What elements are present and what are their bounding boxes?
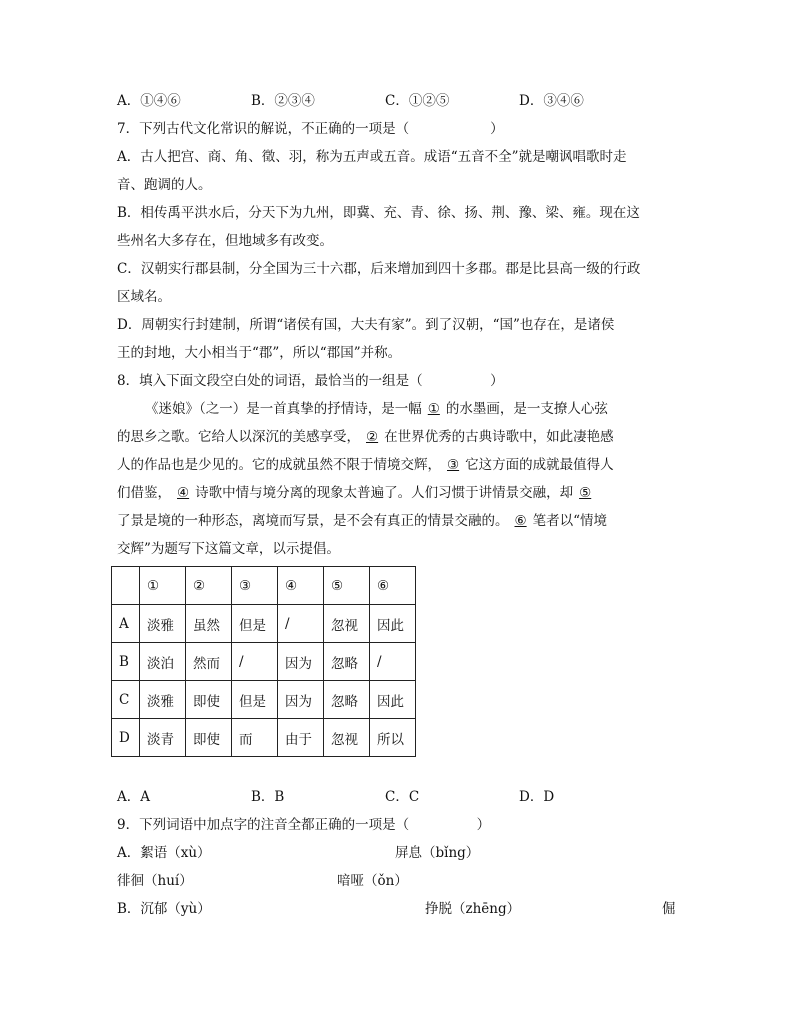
- q6-option-c: C．①②⑤: [385, 93, 450, 109]
- table-cell: /: [278, 605, 324, 643]
- q7-option-d-line1: D．周朝实行封建制，所谓“诸侯有国，大夫有家”。到了汉朝，“国”也存在，是诸侯: [117, 317, 615, 333]
- table-cell: D: [112, 719, 140, 757]
- table-cell: 淡青: [140, 719, 186, 757]
- q8-passage-line2: [117, 427, 614, 447]
- q8-blank-3: ③: [447, 457, 460, 473]
- q9-option-a-item2: 屏息（bǐng）: [395, 845, 480, 861]
- q8-blank-1: ①: [427, 401, 440, 417]
- table-cell: ⑤: [324, 567, 370, 605]
- table-cell: A: [112, 605, 140, 643]
- q7-option-d-line2: 王的封地，大小相当于“郡”，所以“郡国”并称。: [117, 345, 402, 361]
- table-cell: 而: [232, 719, 278, 757]
- q7-stem: 7．下列古代文化常识的解说，不正确的一项是（ ）: [117, 121, 504, 137]
- table-cell: 忽视: [324, 719, 370, 757]
- q8-passage-line1: [145, 399, 608, 419]
- table-cell: ③: [232, 567, 278, 605]
- table-cell: ⑥: [370, 567, 416, 605]
- table-cell: 淡泊: [140, 643, 186, 681]
- q7-option-a-line1: A．古人把宫、商、角、徵、羽，称为五声或五音。成语“五音不全”就是嘲讽唱歌时走: [117, 149, 627, 165]
- table-cell: 因此: [370, 605, 416, 643]
- q9-option-a-item1: A．絮语（xù）: [117, 845, 211, 861]
- table-cell: ④: [278, 567, 324, 605]
- q8-passage-line6: 交辉”为题写下这篇文章，以示提倡。: [117, 541, 340, 557]
- q8-passage-line3: [117, 455, 614, 475]
- q8-passage-text: 诗歌中情与境分离的现象太普遍了。人们习惯于讲情景交融，却: [195, 485, 574, 501]
- table-cell: 淡雅: [140, 681, 186, 719]
- q8-blank-6: ⑥: [514, 513, 527, 529]
- table-cell: C: [112, 681, 140, 719]
- table-cell: 因为: [278, 643, 324, 681]
- q9-stem: 9．下列词语中加点字的注音全都正确的一项是（ ）: [117, 817, 491, 833]
- table-cell: 忽略: [324, 643, 370, 681]
- q6-option-d: D．③④⑥: [519, 93, 584, 109]
- q8-option-a: A．A: [117, 789, 150, 805]
- q8-option-d: D．D: [519, 789, 555, 805]
- table-cell: ②: [186, 567, 232, 605]
- q8-passage-text: 在世界优秀的古典诗歌中，如此凄艳感: [384, 429, 614, 445]
- table-cell: /: [232, 643, 278, 681]
- table-row: [112, 643, 416, 681]
- q8-passage-text: 的水墨画，是一支撩人心弦: [445, 401, 608, 417]
- table-cell: B: [112, 643, 140, 681]
- q8-stem: 8．填入下面文段空白处的词语，最恰当的一组是（ ）: [117, 373, 504, 389]
- table-cell: 虽然: [186, 605, 232, 643]
- table-cell: /: [370, 643, 416, 681]
- q8-blank-5: ⑤: [579, 485, 592, 501]
- q6-option-b: B．②③④: [251, 93, 315, 109]
- q9-option-a-item4: 喑哑（ǒn）: [337, 873, 408, 889]
- table-cell: 即使: [186, 719, 232, 757]
- table-row: [112, 605, 416, 643]
- q8-passage-text: 的思乡之歌。它给人以深沉的美感享受，: [117, 429, 360, 445]
- q8-passage-text: 《迷娘》（之一）是一首真挚的抒情诗，是一幅: [145, 401, 422, 417]
- table-row: [112, 681, 416, 719]
- q8-passage-text: 了景是境的一种形态，离境而写景，是不会有真正的情景交融的。: [117, 513, 509, 529]
- q7-option-b-line2: 些州名大多存在，但地域多有改变。: [117, 233, 333, 249]
- table-cell: 所以: [370, 719, 416, 757]
- q8-blank-2: ②: [366, 429, 379, 445]
- table-cell: 忽视: [324, 605, 370, 643]
- q7-option-a-line2: 音、跑调的人。: [117, 177, 212, 193]
- table-cell: 但是: [232, 605, 278, 643]
- q8-passage-text: 们借鉴，: [117, 485, 171, 501]
- table-cell: 因此: [370, 681, 416, 719]
- table-cell: 因为: [278, 681, 324, 719]
- table-cell: [112, 567, 140, 605]
- table-cell: 淡雅: [140, 605, 186, 643]
- q7-option-b-line1: B．相传禹平洪水后，分天下为九州，即冀、充、青、徐、扬、荆、豫、梁、雍。现在这: [117, 205, 640, 221]
- q8-answer-table: [111, 566, 416, 757]
- q9-option-b-item2: 挣脱（zhēng）: [425, 901, 521, 917]
- q6-option-a: A．①④⑥: [117, 93, 181, 109]
- q7-option-c-line2: 区域名。: [117, 289, 171, 305]
- q8-blank-4: ④: [177, 485, 190, 501]
- table-header-row: [112, 567, 416, 605]
- q9-option-b-item1: B．沉郁（yù）: [117, 901, 211, 917]
- table-cell: 但是: [232, 681, 278, 719]
- table-cell: 由于: [278, 719, 324, 757]
- table-cell: 然而: [186, 643, 232, 681]
- table-cell: ①: [140, 567, 186, 605]
- q8-passage-text: 它这方面的成就最值得人: [465, 457, 614, 473]
- table-cell: 忽略: [324, 681, 370, 719]
- q7-option-c-line1: C．汉朝实行郡县制，分全国为三十六郡，后来增加到四十多郡。郡是比县高一级的行政: [117, 261, 641, 277]
- table-row: [112, 719, 416, 757]
- q8-passage-line4: [117, 483, 597, 503]
- q8-option-b: B．B: [251, 789, 285, 805]
- q8-passage-text: 人的作品也是少见的。它的成就虽然不限于情境交辉，: [117, 457, 441, 473]
- q9-option-b-item3: 倔: [662, 901, 676, 917]
- q8-passage-line5: [117, 511, 607, 531]
- table-cell: 即使: [186, 681, 232, 719]
- q8-option-c: C．C: [385, 789, 420, 805]
- q9-option-a-item3: 徘徊（huí）: [117, 873, 193, 889]
- q8-passage-text: 笔者以“情境: [532, 513, 608, 529]
